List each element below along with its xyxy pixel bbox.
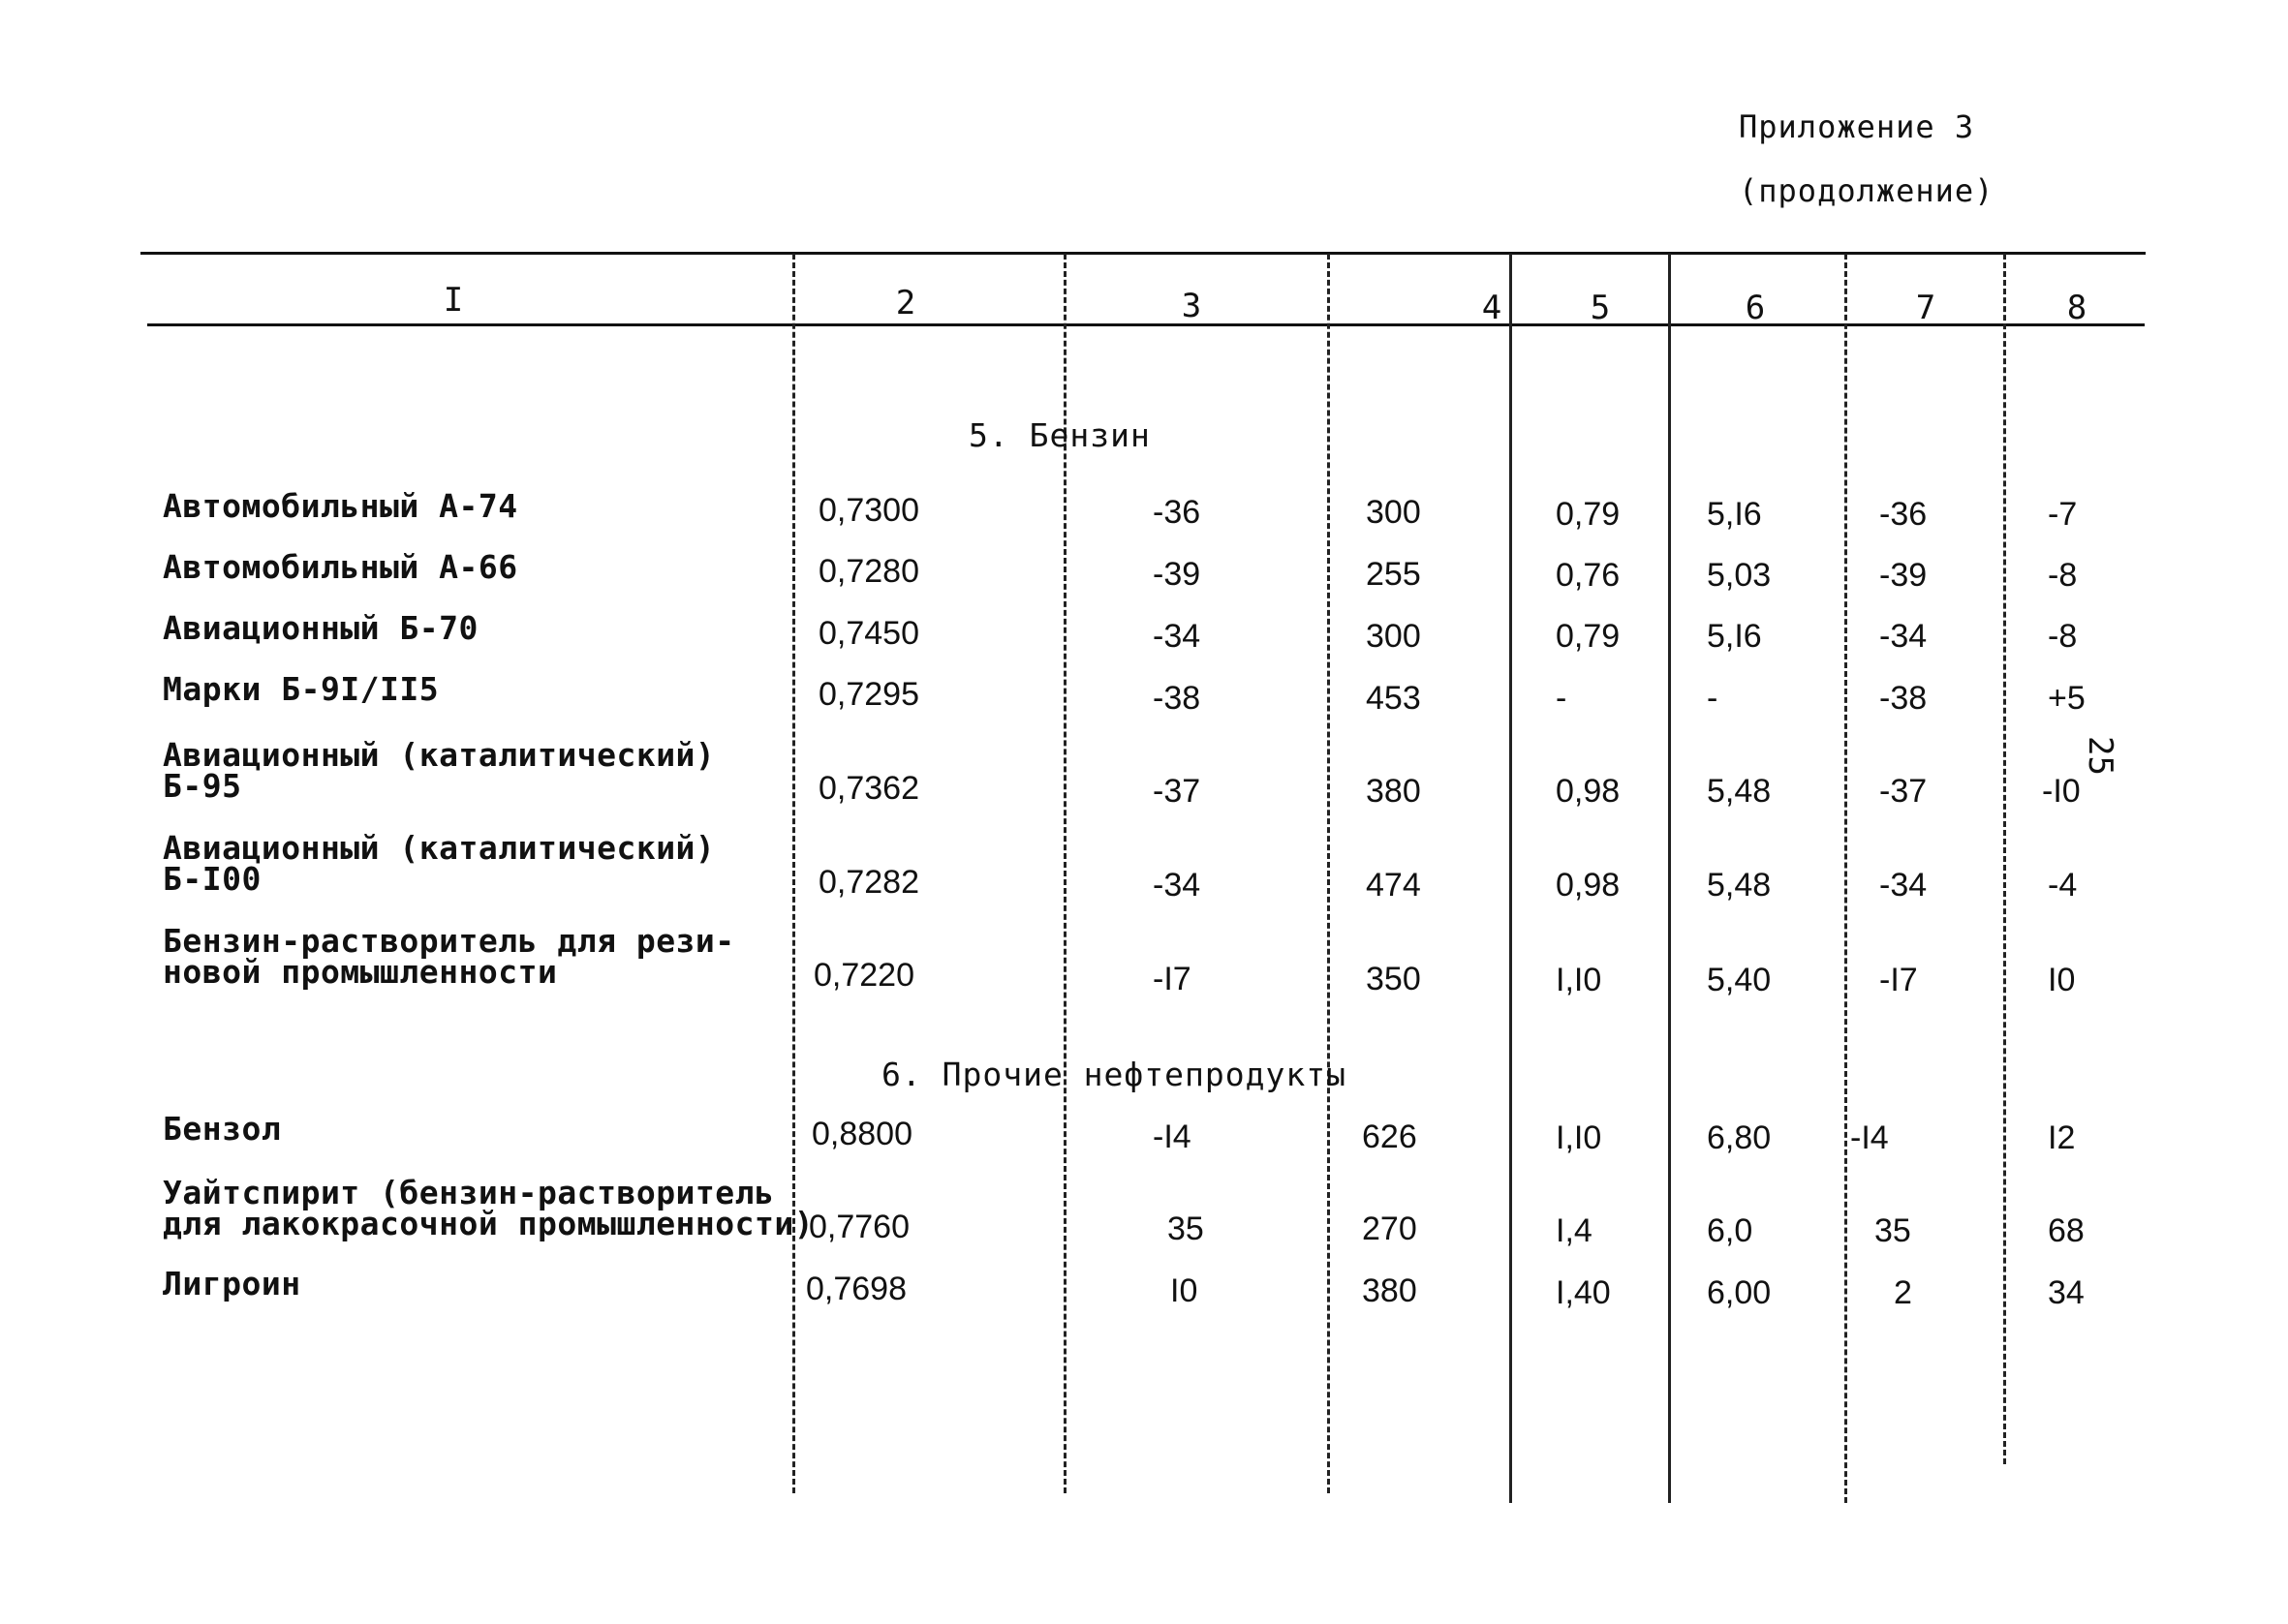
col3-value: 35 [1167, 1210, 1204, 1247]
product-name: Авиационный (каталитический) Б-95 [163, 736, 716, 805]
col6-value: 5,40 [1707, 962, 1772, 998]
col5-value: 0,79 [1556, 496, 1621, 533]
column-number: I [443, 281, 464, 320]
page-number: 25 [2081, 736, 2119, 776]
col8-value: +5 [2048, 680, 2086, 717]
col8-value: -I0 [2042, 773, 2081, 810]
col8-value: 68 [2048, 1212, 2085, 1249]
density-value: 0,7295 [819, 676, 919, 713]
column-number: 6 [1745, 289, 1766, 327]
col7-value: -36 [1879, 496, 1928, 533]
col7-value: -I4 [1850, 1119, 1889, 1156]
product-name: Бензол [163, 1110, 282, 1148]
col4-value: 350 [1366, 961, 1421, 997]
section-title: 6. Прочие нефтепродукты [881, 1056, 1346, 1093]
col7-value: -37 [1879, 773, 1928, 810]
product-name: Бензин-растворитель для рези- новой промышленности [163, 922, 735, 991]
col4-value: 380 [1362, 1272, 1417, 1309]
column-divider [1509, 254, 1512, 1503]
col4-value: 626 [1362, 1118, 1417, 1155]
product-name: Авиационный (каталитический) Б-I00 [163, 829, 716, 898]
col3-value: -37 [1153, 773, 1201, 810]
col6-value: 5,I6 [1707, 618, 1762, 655]
col3-value: -I4 [1153, 1118, 1191, 1155]
column-number: 4 [1481, 289, 1502, 327]
col6-value: 6,80 [1707, 1119, 1772, 1156]
col5-value: I,I0 [1556, 962, 1602, 998]
product-name: Лигроин [163, 1265, 301, 1302]
density-value: 0,7760 [809, 1209, 910, 1245]
col6-value: 5,48 [1707, 867, 1772, 904]
column-number: 8 [2066, 289, 2087, 327]
col6-value: 5,48 [1707, 773, 1772, 810]
col8-value: -4 [2048, 867, 2078, 904]
column-divider [1844, 254, 1847, 1503]
col8-value: -7 [2048, 496, 2078, 533]
density-value: 0,7698 [806, 1271, 907, 1307]
col5-value: I,I0 [1556, 1119, 1602, 1156]
density-value: 0,7450 [819, 615, 919, 652]
col5-value: 0,79 [1556, 618, 1621, 655]
col8-value: -8 [2048, 557, 2078, 594]
col7-value: 2 [1894, 1274, 1912, 1311]
density-value: 0,8800 [812, 1116, 912, 1152]
col8-value: -8 [2048, 618, 2078, 655]
col5-value: I,4 [1556, 1212, 1592, 1249]
product-name: Автомобильный А-66 [163, 548, 518, 586]
col3-value: -38 [1153, 680, 1201, 717]
col6-value: 5,03 [1707, 557, 1772, 594]
col6-value: - [1707, 680, 1718, 717]
col8-value: I0 [2048, 962, 2076, 998]
col4-value: 300 [1366, 494, 1421, 531]
col7-value: -I7 [1879, 962, 1918, 998]
col5-value: - [1556, 680, 1567, 717]
col6-value: 6,0 [1707, 1212, 1753, 1249]
col4-value: 270 [1362, 1210, 1417, 1247]
product-name: Уайтспирит (бензин-растворитель для лакокрасочной промышленности) [163, 1174, 815, 1242]
appendix-label: Приложение 3 [1739, 108, 1975, 145]
density-value: 0,7280 [819, 553, 919, 590]
column-number: 7 [1915, 289, 1936, 327]
col7-value: -34 [1879, 867, 1928, 904]
col5-value: 0,98 [1556, 867, 1621, 904]
col3-value: I0 [1170, 1272, 1198, 1309]
col5-value: 0,76 [1556, 557, 1621, 594]
col8-value: I2 [2048, 1119, 2076, 1156]
column-divider [2003, 254, 2006, 1464]
column-divider [1327, 254, 1330, 1493]
col7-value: 35 [1874, 1212, 1911, 1249]
section-title: 5. Бензин [969, 416, 1151, 454]
density-value: 0,7362 [819, 770, 919, 807]
col6-value: 6,00 [1707, 1274, 1772, 1311]
density-value: 0,7300 [819, 492, 919, 529]
col7-value: -39 [1879, 557, 1928, 594]
column-number: 3 [1181, 287, 1202, 325]
col4-value: 453 [1366, 680, 1421, 717]
col3-value: -I7 [1153, 961, 1191, 997]
col4-value: 474 [1366, 867, 1421, 904]
col6-value: 5,I6 [1707, 496, 1762, 533]
density-value: 0,7282 [819, 864, 919, 901]
column-divider [792, 254, 795, 1493]
col3-value: -34 [1153, 618, 1201, 655]
continuation-label: (продолжение) [1739, 172, 1994, 209]
column-number: 2 [895, 284, 916, 322]
column-number: 5 [1590, 289, 1611, 327]
col7-value: -34 [1879, 618, 1928, 655]
col3-value: -39 [1153, 556, 1201, 593]
column-divider [1668, 254, 1671, 1503]
product-name: Марки Б-9I/II5 [163, 670, 440, 708]
col4-value: 255 [1366, 556, 1421, 593]
col4-value: 380 [1366, 773, 1421, 810]
product-name: Автомобильный А-74 [163, 487, 518, 525]
col3-value: -36 [1153, 494, 1201, 531]
col5-value: I,40 [1556, 1274, 1611, 1311]
col5-value: 0,98 [1556, 773, 1621, 810]
density-value: 0,7220 [814, 957, 914, 994]
product-name: Авиационный Б-70 [163, 609, 479, 647]
col4-value: 300 [1366, 618, 1421, 655]
col8-value: 34 [2048, 1274, 2085, 1311]
col7-value: -38 [1879, 680, 1928, 717]
col3-value: -34 [1153, 867, 1201, 904]
